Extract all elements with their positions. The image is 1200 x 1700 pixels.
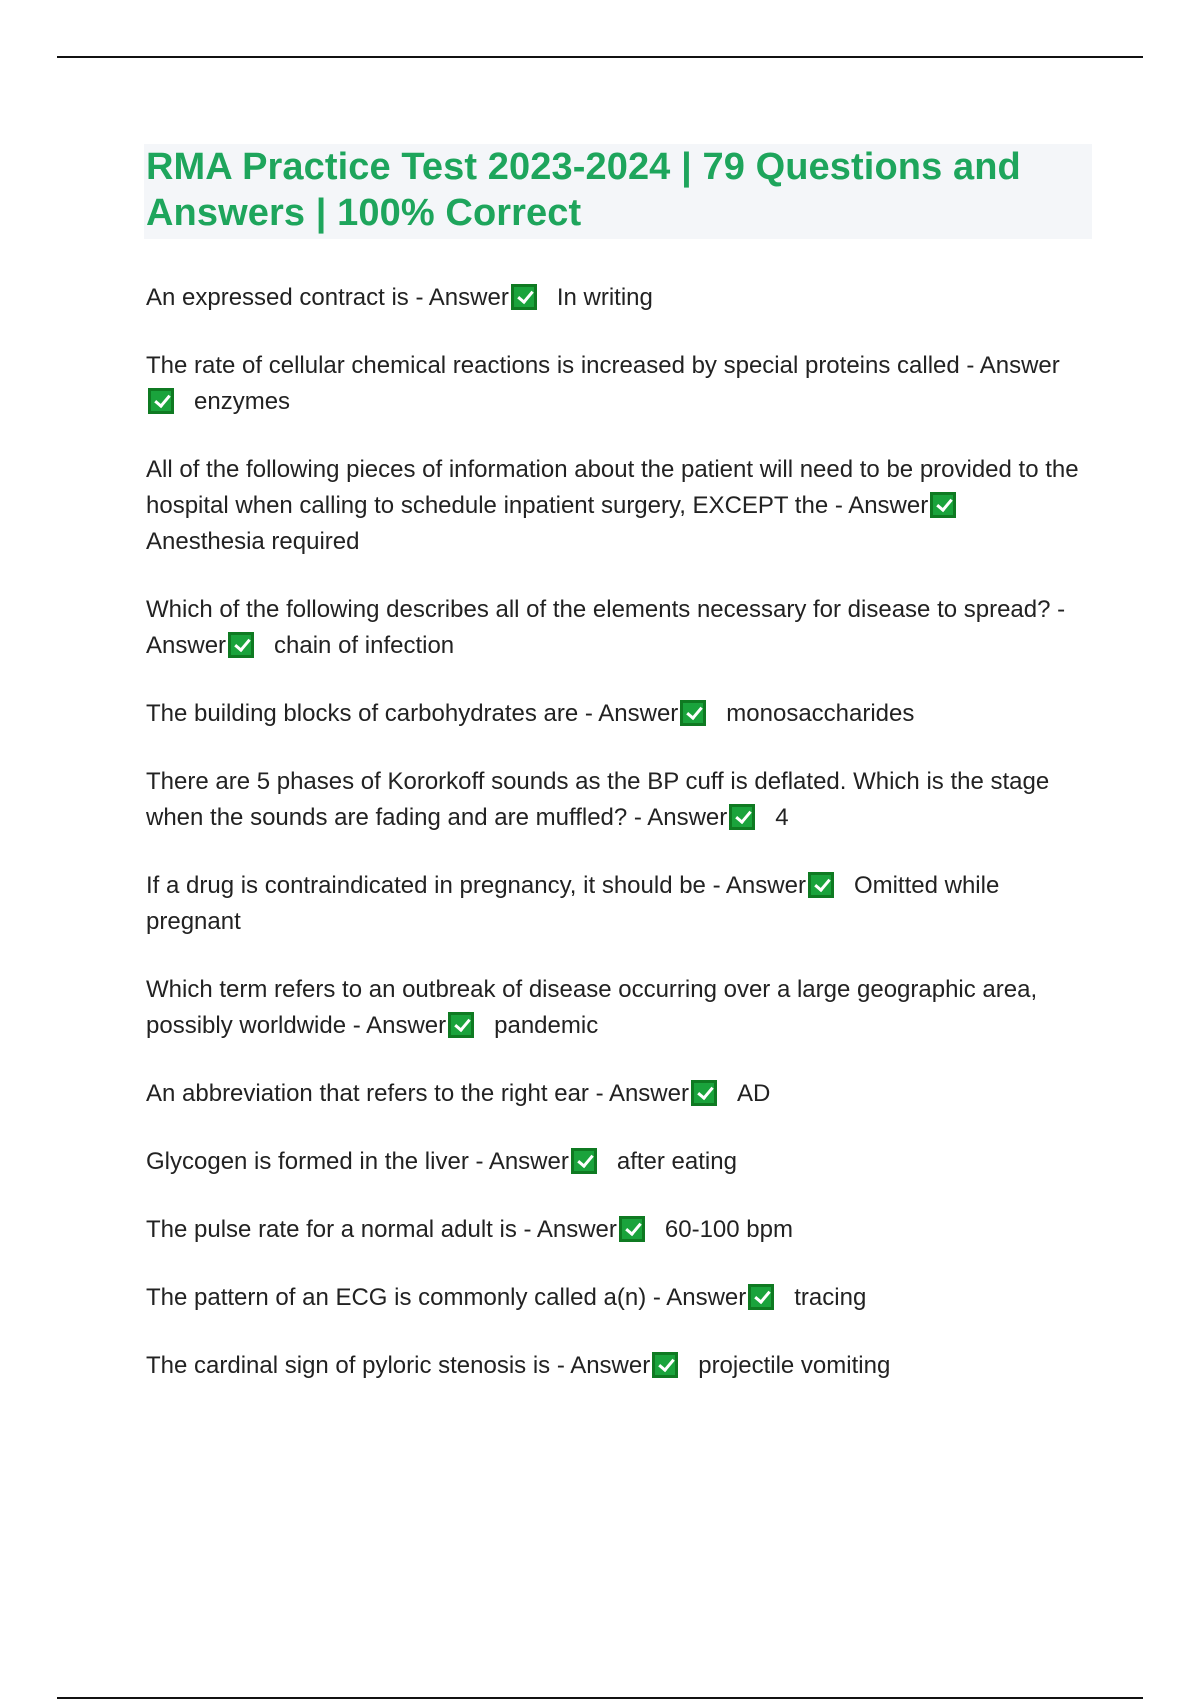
document-title: RMA Practice Test 2023-2024 | 79 Questions and Answers | 100% Correct [146, 146, 1021, 234]
answer-text: 60-100 bpm [664, 1216, 793, 1243]
qa-item [146, 1280, 1086, 1316]
answer-label: Answer [488, 1148, 569, 1175]
qa-item [146, 972, 1086, 1044]
answer-label: Answer [428, 284, 509, 311]
question-text: The cardinal sign of pyloric stenosis is - [146, 1352, 571, 1379]
answer-text: projectile vomiting [698, 1352, 891, 1379]
qa-item [146, 764, 1086, 836]
answer-text: chain of infection [274, 632, 455, 659]
question-text: The rate of cellular chemical reactions is increased by special proteins called - [146, 352, 980, 379]
answer-text: after eating [616, 1148, 737, 1175]
check-mark-icon [148, 388, 174, 414]
header-rule [57, 56, 1143, 58]
answer-label: Answer [666, 1284, 747, 1311]
answer-text: monosaccharides [726, 700, 915, 727]
check-mark-icon [691, 1080, 717, 1106]
answer-text: Omitted while pregnant [146, 872, 1000, 935]
check-mark-icon [808, 872, 834, 898]
answer-text: pandemic [494, 1012, 599, 1039]
question-text: Which of the following describes all of the elements necessary for disease to spread? - [146, 596, 1066, 623]
check-mark-icon [748, 1284, 774, 1310]
qa-item [146, 1348, 1086, 1384]
answer-label: Answer [598, 700, 679, 727]
answer-label: Answer [848, 492, 929, 519]
answer-text: In writing [556, 284, 653, 311]
check-mark-icon [619, 1216, 645, 1242]
qa-item [146, 348, 1086, 420]
question-text: Which term refers to an outbreak of disease occurring over a large geographic area, possibly worldwide - [146, 976, 1038, 1039]
check-mark-icon [729, 804, 755, 830]
check-mark-icon [680, 700, 706, 726]
qa-item [146, 868, 1086, 940]
question-text: All of the following pieces of information about the patient will need to be provided to the hospital when calling to schedule inpatient surgery, EXCEPT the - [146, 456, 1079, 519]
question-text: The pulse rate for a normal adult is - [146, 1216, 537, 1243]
check-mark-icon [571, 1148, 597, 1174]
answer-label: Answer [979, 352, 1060, 379]
answer-text: AD [736, 1080, 771, 1107]
answer-label: Answer [608, 1080, 689, 1107]
check-mark-icon [930, 492, 956, 518]
check-mark-icon [511, 284, 537, 310]
qa-list [146, 280, 1086, 1416]
title-box [144, 144, 1092, 239]
qa-item [146, 1076, 1086, 1112]
question-text: If a drug is contraindicated in pregnancy, it should be - [146, 872, 726, 899]
qa-item [146, 592, 1086, 664]
qa-item [146, 452, 1086, 560]
question-text: Glycogen is formed in the liver - [146, 1148, 489, 1175]
check-mark-icon [652, 1352, 678, 1378]
answer-text: Anesthesia required [146, 528, 360, 555]
qa-item [146, 1212, 1086, 1248]
answer-label: Answer [647, 804, 728, 831]
footer-rule [57, 1697, 1143, 1699]
answer-label: Answer [146, 632, 227, 659]
check-mark-icon [448, 1012, 474, 1038]
question-text: The pattern of an ECG is commonly called a(n) - [146, 1284, 667, 1311]
answer-text: enzymes [194, 388, 291, 415]
answer-label: Answer [366, 1012, 447, 1039]
question-text: An expressed contract is - [146, 284, 429, 311]
answer-text: 4 [775, 804, 789, 831]
question-text: An abbreviation that refers to the right ear - [146, 1080, 609, 1107]
answer-label: Answer [536, 1216, 617, 1243]
qa-item [146, 280, 1086, 316]
answer-text: tracing [794, 1284, 867, 1311]
qa-item [146, 1144, 1086, 1180]
question-text: There are 5 phases of Kororkoff sounds as the BP cuff is deflated. Which is the stage when the sounds are fading and are muffled? - [146, 768, 1050, 831]
question-text: The building blocks of carbohydrates are - [146, 700, 599, 727]
answer-label: Answer [725, 872, 806, 899]
qa-item [146, 696, 1086, 732]
check-mark-icon [228, 632, 254, 658]
answer-label: Answer [570, 1352, 651, 1379]
